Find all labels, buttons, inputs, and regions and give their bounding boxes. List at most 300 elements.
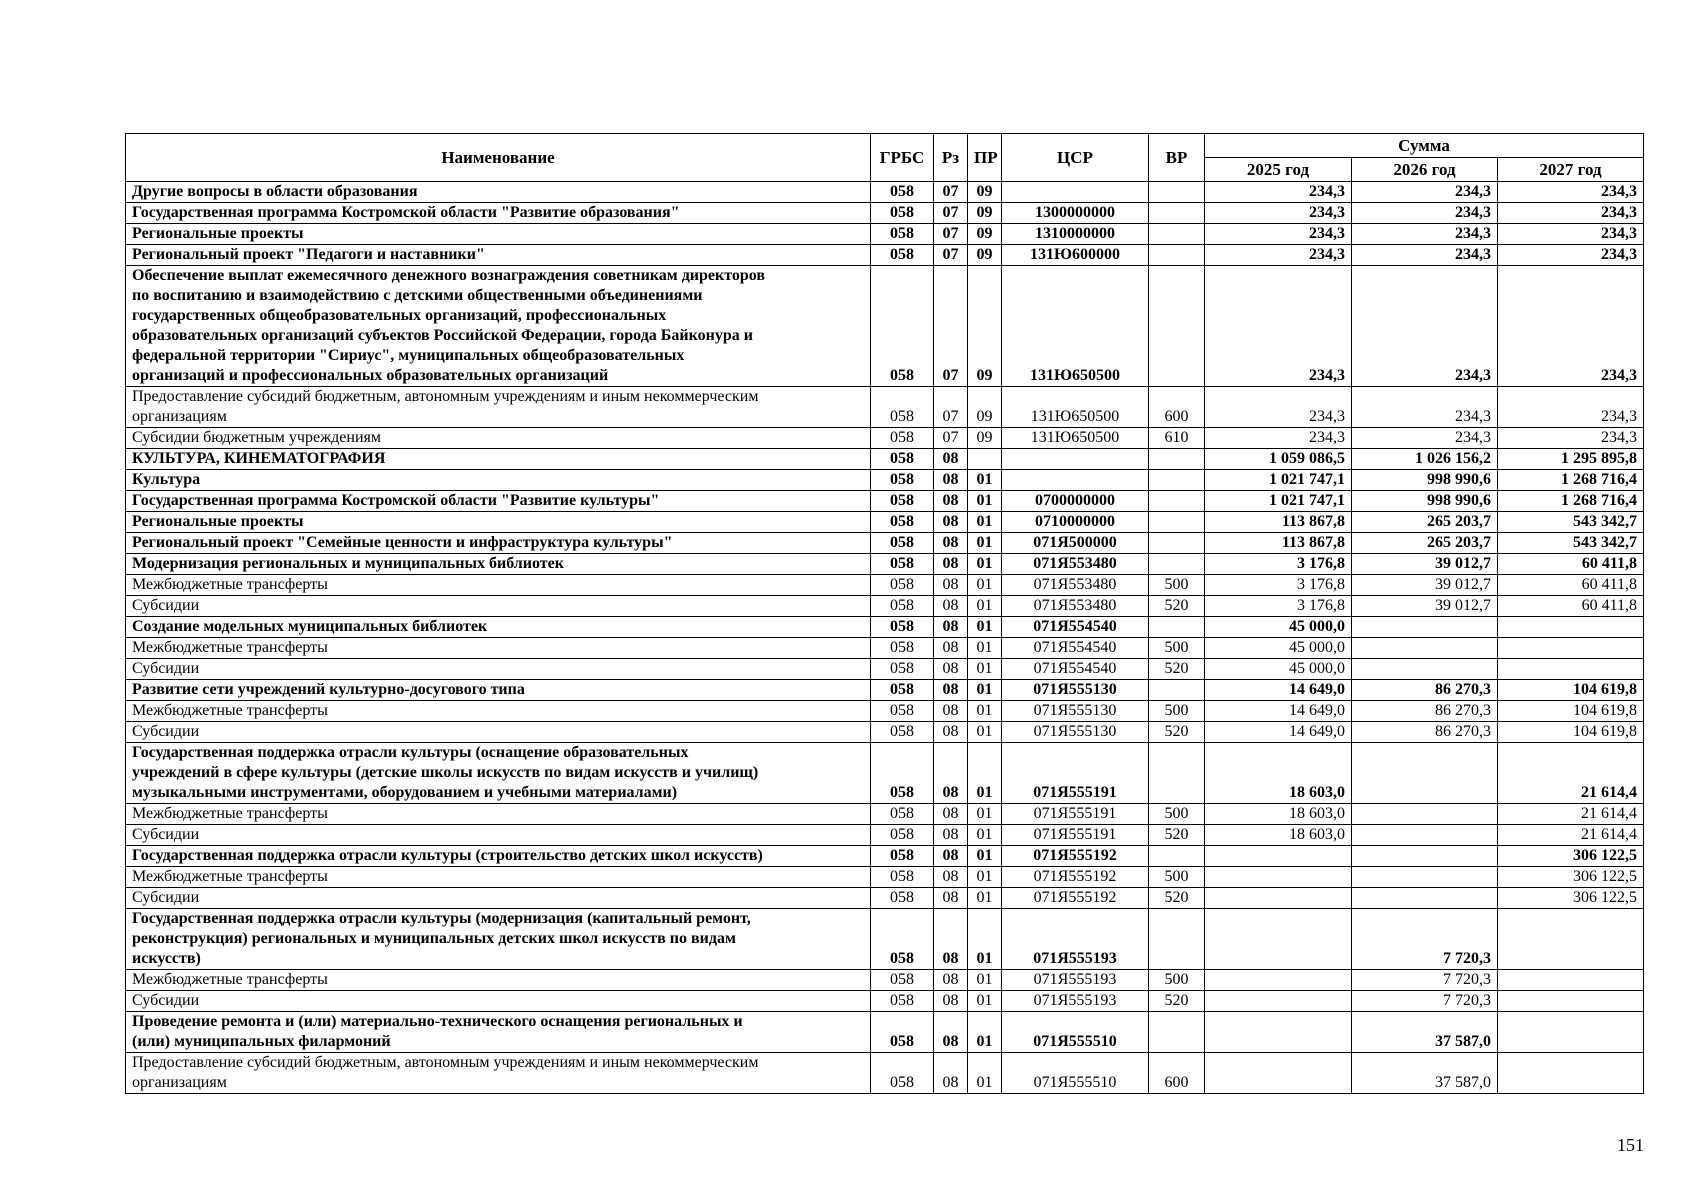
cell-vr: 500 (1149, 804, 1205, 825)
cell-vr (1149, 909, 1205, 970)
cell-grbs: 058 (871, 449, 934, 470)
cell-vr (1149, 449, 1205, 470)
cell-y2027: 234,3 (1498, 387, 1644, 428)
cell-name (126, 825, 871, 846)
cell-csr: 1310000000 (1002, 224, 1149, 245)
cell-name-line: учреждений в сфере культуры (детские школы искусств по видам искусств и училищ) (132, 764, 759, 781)
table-row (126, 512, 1644, 533)
cell-y2027 (1498, 638, 1644, 659)
cell-rz: 07 (934, 203, 968, 224)
cell-vr (1149, 680, 1205, 701)
cell-vr (1149, 846, 1205, 867)
cell-rz: 08 (934, 867, 968, 888)
cell-pr: 01 (968, 596, 1002, 617)
cell-csr: 071Я553480 (1002, 554, 1149, 575)
cell-y2026: 998 990,6 (1352, 470, 1498, 491)
cell-csr: 071Я554540 (1002, 638, 1149, 659)
table-row (126, 596, 1644, 617)
cell-y2025: 14 649,0 (1205, 701, 1352, 722)
cell-name (126, 909, 871, 970)
cell-y2026: 234,3 (1352, 387, 1498, 428)
cell-vr (1149, 512, 1205, 533)
cell-y2026: 39 012,7 (1352, 554, 1498, 575)
budget-table (125, 133, 1644, 1094)
cell-y2025: 113 867,8 (1205, 533, 1352, 554)
cell-csr: 071Я555193 (1002, 970, 1149, 991)
cell-y2027: 104 619,8 (1498, 701, 1644, 722)
cell-y2025: 1 021 747,1 (1205, 491, 1352, 512)
cell-name-line: по воспитанию и взаимодействию с детскими общественными объединениями (132, 287, 703, 304)
cell-y2026: 39 012,7 (1352, 575, 1498, 596)
header-year-2025: 2025 год (1205, 158, 1352, 182)
cell-grbs: 058 (871, 387, 934, 428)
cell-name-line: Межбюджетные трансферты (132, 576, 328, 593)
cell-pr: 01 (968, 867, 1002, 888)
table-row (126, 825, 1644, 846)
table-row (126, 888, 1644, 909)
cell-rz: 08 (934, 470, 968, 491)
cell-pr: 01 (968, 909, 1002, 970)
cell-grbs: 058 (871, 512, 934, 533)
cell-pr: 01 (968, 888, 1002, 909)
table-row (126, 387, 1644, 428)
cell-name-line: организациям (132, 408, 227, 425)
header-pr: ПР (968, 134, 1002, 182)
cell-rz: 08 (934, 825, 968, 846)
header-year-2027: 2027 год (1498, 158, 1644, 182)
cell-grbs: 058 (871, 680, 934, 701)
table-row (126, 909, 1644, 970)
cell-y2026: 37 587,0 (1352, 1012, 1498, 1053)
table-row (126, 491, 1644, 512)
cell-vr: 500 (1149, 970, 1205, 991)
cell-rz: 08 (934, 596, 968, 617)
table-row (126, 638, 1644, 659)
cell-rz: 08 (934, 722, 968, 743)
cell-name-line: Субсидии (132, 660, 200, 677)
cell-grbs: 058 (871, 659, 934, 680)
cell-csr: 071Я555130 (1002, 722, 1149, 743)
cell-grbs: 058 (871, 533, 934, 554)
cell-name (126, 991, 871, 1012)
cell-vr: 520 (1149, 825, 1205, 846)
cell-y2027 (1498, 991, 1644, 1012)
cell-name-line: Региональные проекты (132, 225, 304, 242)
cell-pr: 01 (968, 491, 1002, 512)
cell-rz: 08 (934, 533, 968, 554)
cell-y2026 (1352, 846, 1498, 867)
cell-name (126, 659, 871, 680)
cell-y2025 (1205, 1053, 1352, 1094)
header-name: Наименование (126, 134, 871, 182)
cell-y2027: 21 614,4 (1498, 825, 1644, 846)
cell-csr: 071Я553480 (1002, 575, 1149, 596)
cell-name-line: Региональный проект "Педагоги и наставники" (132, 246, 485, 263)
cell-name (126, 888, 871, 909)
cell-name (126, 804, 871, 825)
cell-vr (1149, 203, 1205, 224)
cell-vr (1149, 617, 1205, 638)
cell-csr: 0700000000 (1002, 491, 1149, 512)
cell-y2027: 306 122,5 (1498, 888, 1644, 909)
cell-y2026: 234,3 (1352, 224, 1498, 245)
cell-name (126, 182, 871, 203)
cell-name (126, 743, 871, 804)
cell-rz: 08 (934, 991, 968, 1012)
cell-csr: 071Я555192 (1002, 867, 1149, 888)
cell-y2026: 234,3 (1352, 182, 1498, 203)
cell-y2025: 45 000,0 (1205, 617, 1352, 638)
cell-y2025: 234,3 (1205, 387, 1352, 428)
table-row (126, 659, 1644, 680)
cell-csr: 131Ю650500 (1002, 387, 1149, 428)
cell-pr: 01 (968, 722, 1002, 743)
cell-csr: 071Я553480 (1002, 596, 1149, 617)
cell-y2025 (1205, 991, 1352, 1012)
cell-vr (1149, 743, 1205, 804)
cell-grbs: 058 (871, 743, 934, 804)
cell-rz: 08 (934, 909, 968, 970)
cell-name (126, 203, 871, 224)
table-row (126, 867, 1644, 888)
cell-pr: 01 (968, 991, 1002, 1012)
cell-name-line: Субсидии (132, 723, 200, 740)
cell-pr: 01 (968, 512, 1002, 533)
cell-rz: 08 (934, 575, 968, 596)
cell-name (126, 1053, 871, 1094)
cell-pr: 01 (968, 638, 1002, 659)
cell-rz: 08 (934, 638, 968, 659)
cell-vr: 520 (1149, 722, 1205, 743)
cell-name-line: организаций и профессиональных образовательных организаций (132, 367, 609, 384)
cell-name-line: Проведение ремонта и (или) материально-технического оснащения региональных и (132, 1013, 743, 1030)
cell-rz: 08 (934, 804, 968, 825)
cell-y2025: 45 000,0 (1205, 659, 1352, 680)
cell-y2026 (1352, 617, 1498, 638)
cell-name-line: Региональный проект "Семейные ценности и инфраструктура культуры" (132, 534, 673, 551)
cell-csr: 071Я555193 (1002, 991, 1149, 1012)
cell-y2026: 1 026 156,2 (1352, 449, 1498, 470)
cell-vr: 520 (1149, 888, 1205, 909)
cell-name-line: Субсидии (132, 889, 200, 906)
cell-pr: 01 (968, 470, 1002, 491)
cell-grbs: 058 (871, 804, 934, 825)
cell-grbs: 058 (871, 617, 934, 638)
cell-y2027 (1498, 1012, 1644, 1053)
cell-csr: 071Я500000 (1002, 533, 1149, 554)
cell-csr: 071Я555130 (1002, 701, 1149, 722)
header-rz: Рз (934, 134, 968, 182)
cell-name-line: Другие вопросы в области образования (132, 183, 418, 200)
cell-y2027: 1 268 716,4 (1498, 470, 1644, 491)
cell-rz: 08 (934, 970, 968, 991)
cell-vr: 500 (1149, 638, 1205, 659)
cell-y2026: 7 720,3 (1352, 909, 1498, 970)
cell-vr: 520 (1149, 596, 1205, 617)
cell-y2025: 3 176,8 (1205, 596, 1352, 617)
cell-csr: 071Я555192 (1002, 846, 1149, 867)
cell-grbs: 058 (871, 428, 934, 449)
cell-grbs: 058 (871, 575, 934, 596)
cell-rz: 08 (934, 512, 968, 533)
cell-name-line: Межбюджетные трансферты (132, 805, 328, 822)
cell-name (126, 638, 871, 659)
cell-vr: 500 (1149, 867, 1205, 888)
cell-grbs: 058 (871, 224, 934, 245)
cell-y2026: 265 203,7 (1352, 512, 1498, 533)
cell-pr: 09 (968, 428, 1002, 449)
cell-name-line: Государственная программа Костромской области "Развитие образования" (132, 204, 680, 221)
cell-pr (968, 449, 1002, 470)
page-number: 151 (1617, 1135, 1644, 1155)
cell-pr: 01 (968, 575, 1002, 596)
cell-y2027: 1 268 716,4 (1498, 491, 1644, 512)
cell-vr (1149, 491, 1205, 512)
cell-rz: 08 (934, 659, 968, 680)
table-row (126, 449, 1644, 470)
cell-vr (1149, 1012, 1205, 1053)
cell-vr (1149, 245, 1205, 266)
cell-vr (1149, 224, 1205, 245)
cell-name (126, 470, 871, 491)
header-year-2026: 2026 год (1352, 158, 1498, 182)
cell-y2026: 37 587,0 (1352, 1053, 1498, 1094)
cell-rz: 08 (934, 680, 968, 701)
cell-pr: 01 (968, 701, 1002, 722)
cell-y2025: 234,3 (1205, 245, 1352, 266)
cell-y2025: 234,3 (1205, 224, 1352, 245)
cell-grbs: 058 (871, 1053, 934, 1094)
cell-name-line: музыкальными инструментами, оборудованием и учебными материалами) (132, 784, 678, 801)
cell-y2027: 234,3 (1498, 266, 1644, 387)
cell-rz: 07 (934, 224, 968, 245)
cell-y2026 (1352, 804, 1498, 825)
cell-name-line: Субсидии (132, 826, 200, 843)
cell-y2027: 1 295 895,8 (1498, 449, 1644, 470)
cell-grbs: 058 (871, 909, 934, 970)
cell-pr: 01 (968, 554, 1002, 575)
cell-csr: 071Я555510 (1002, 1053, 1149, 1094)
cell-grbs: 058 (871, 596, 934, 617)
cell-y2025: 14 649,0 (1205, 680, 1352, 701)
cell-grbs: 058 (871, 991, 934, 1012)
cell-pr: 01 (968, 743, 1002, 804)
cell-name (126, 596, 871, 617)
cell-y2027: 21 614,4 (1498, 804, 1644, 825)
cell-y2026: 234,3 (1352, 266, 1498, 387)
table-row (126, 804, 1644, 825)
cell-rz: 08 (934, 846, 968, 867)
cell-name (126, 680, 871, 701)
cell-name (126, 575, 871, 596)
cell-name (126, 846, 871, 867)
cell-y2025: 234,3 (1205, 203, 1352, 224)
cell-y2026: 234,3 (1352, 428, 1498, 449)
cell-y2025 (1205, 1012, 1352, 1053)
table-row (126, 743, 1644, 804)
cell-csr: 071Я555191 (1002, 825, 1149, 846)
cell-rz: 07 (934, 428, 968, 449)
cell-vr: 610 (1149, 428, 1205, 449)
cell-y2027 (1498, 1053, 1644, 1094)
cell-name (126, 722, 871, 743)
table-row (126, 470, 1644, 491)
cell-name-line: Предоставление субсидий бюджетным, автономным учреждениям и иным некоммерческим (132, 1054, 759, 1071)
cell-csr: 071Я555130 (1002, 680, 1149, 701)
table-row (126, 846, 1644, 867)
cell-y2025: 45 000,0 (1205, 638, 1352, 659)
cell-y2025: 113 867,8 (1205, 512, 1352, 533)
cell-y2027: 104 619,8 (1498, 680, 1644, 701)
cell-vr: 520 (1149, 659, 1205, 680)
cell-csr (1002, 470, 1149, 491)
table-row (126, 1012, 1644, 1053)
header-grbs: ГРБС (871, 134, 934, 182)
cell-rz: 08 (934, 449, 968, 470)
cell-y2026: 234,3 (1352, 203, 1498, 224)
cell-y2025: 1 021 747,1 (1205, 470, 1352, 491)
cell-grbs: 058 (871, 491, 934, 512)
cell-name (126, 491, 871, 512)
cell-y2027: 234,3 (1498, 245, 1644, 266)
cell-y2025: 1 059 086,5 (1205, 449, 1352, 470)
cell-csr: 1300000000 (1002, 203, 1149, 224)
cell-name-line: Межбюджетные трансферты (132, 639, 328, 656)
cell-csr: 0710000000 (1002, 512, 1149, 533)
cell-name-line: федеральной территории "Сириус", муниципальных общеобразовательных (132, 347, 685, 364)
cell-y2027: 234,3 (1498, 203, 1644, 224)
cell-vr: 600 (1149, 1053, 1205, 1094)
cell-y2025: 3 176,8 (1205, 575, 1352, 596)
cell-grbs: 058 (871, 203, 934, 224)
header-sum: Сумма (1205, 134, 1644, 158)
cell-name-line: организациям (132, 1074, 227, 1091)
cell-grbs: 058 (871, 245, 934, 266)
cell-csr (1002, 449, 1149, 470)
table-row (126, 680, 1644, 701)
cell-pr: 01 (968, 659, 1002, 680)
cell-name (126, 387, 871, 428)
cell-grbs: 058 (871, 701, 934, 722)
cell-grbs: 058 (871, 1012, 934, 1053)
table-body (126, 182, 1644, 1094)
cell-name (126, 512, 871, 533)
cell-name-line: Культура (132, 471, 201, 488)
cell-vr (1149, 554, 1205, 575)
cell-name (126, 554, 871, 575)
cell-name-line: Субсидии (132, 597, 200, 614)
cell-y2026 (1352, 825, 1498, 846)
cell-rz: 07 (934, 266, 968, 387)
cell-y2026 (1352, 659, 1498, 680)
cell-y2027: 234,3 (1498, 224, 1644, 245)
cell-y2027: 60 411,8 (1498, 554, 1644, 575)
cell-y2027 (1498, 617, 1644, 638)
cell-pr: 01 (968, 1012, 1002, 1053)
cell-name-line: Субсидии бюджетным учреждениям (132, 429, 381, 446)
table-row (126, 224, 1644, 245)
cell-rz: 07 (934, 387, 968, 428)
cell-name (126, 617, 871, 638)
cell-grbs: 058 (871, 266, 934, 387)
cell-csr (1002, 182, 1149, 203)
cell-pr: 09 (968, 182, 1002, 203)
cell-pr: 09 (968, 266, 1002, 387)
cell-csr: 071Я554540 (1002, 617, 1149, 638)
cell-vr: 520 (1149, 991, 1205, 1012)
cell-y2025: 18 603,0 (1205, 825, 1352, 846)
cell-name-line: Модернизация региональных и муниципальных библиотек (132, 555, 564, 572)
cell-grbs: 058 (871, 846, 934, 867)
cell-name-line: Государственная поддержка отрасли культуры (оснащение образовательных (132, 744, 689, 761)
cell-y2026 (1352, 743, 1498, 804)
cell-name (126, 428, 871, 449)
cell-y2027: 543 342,7 (1498, 533, 1644, 554)
cell-name (126, 245, 871, 266)
cell-y2027 (1498, 909, 1644, 970)
cell-y2027: 234,3 (1498, 182, 1644, 203)
cell-name-line: КУЛЬТУРА, КИНЕМАТОГРАФИЯ (132, 450, 386, 467)
cell-y2025: 3 176,8 (1205, 554, 1352, 575)
cell-y2025 (1205, 846, 1352, 867)
table-row (126, 991, 1644, 1012)
cell-y2025: 234,3 (1205, 428, 1352, 449)
cell-name-line: Обеспечение выплат ежемесячного денежного вознаграждения советникам директоров (132, 267, 766, 284)
table-row (126, 428, 1644, 449)
cell-y2025 (1205, 888, 1352, 909)
cell-y2025 (1205, 909, 1352, 970)
cell-csr: 071Я554540 (1002, 659, 1149, 680)
cell-grbs: 058 (871, 970, 934, 991)
cell-csr: 071Я555193 (1002, 909, 1149, 970)
cell-name (126, 449, 871, 470)
table-row (126, 701, 1644, 722)
cell-y2026: 86 270,3 (1352, 680, 1498, 701)
cell-name-line: Создание модельных муниципальных библиотек (132, 618, 488, 635)
table-row (126, 617, 1644, 638)
cell-csr: 131Ю650500 (1002, 266, 1149, 387)
cell-vr (1149, 266, 1205, 387)
cell-csr: 071Я555191 (1002, 804, 1149, 825)
cell-rz: 07 (934, 182, 968, 203)
cell-vr: 600 (1149, 387, 1205, 428)
cell-name-line: (или) муниципальных филармоний (132, 1033, 391, 1050)
table-row (126, 970, 1644, 991)
cell-name-line: государственных общеобразовательных организаций, профессиональных (132, 307, 667, 324)
cell-grbs: 058 (871, 888, 934, 909)
cell-pr: 09 (968, 224, 1002, 245)
cell-pr: 09 (968, 203, 1002, 224)
table-row (126, 203, 1644, 224)
cell-y2026: 234,3 (1352, 245, 1498, 266)
cell-pr: 01 (968, 1053, 1002, 1094)
header-vr: ВР (1149, 134, 1205, 182)
cell-grbs: 058 (871, 554, 934, 575)
cell-rz: 08 (934, 888, 968, 909)
cell-y2026: 86 270,3 (1352, 722, 1498, 743)
cell-y2027: 543 342,7 (1498, 512, 1644, 533)
cell-rz: 08 (934, 554, 968, 575)
cell-csr: 071Я555510 (1002, 1012, 1149, 1053)
cell-name (126, 867, 871, 888)
cell-y2026: 86 270,3 (1352, 701, 1498, 722)
cell-vr: 500 (1149, 701, 1205, 722)
table-row (126, 575, 1644, 596)
cell-csr: 071Я555191 (1002, 743, 1149, 804)
cell-csr: 131Ю650500 (1002, 428, 1149, 449)
cell-name-line: Региональные проекты (132, 513, 304, 530)
cell-y2027: 306 122,5 (1498, 867, 1644, 888)
